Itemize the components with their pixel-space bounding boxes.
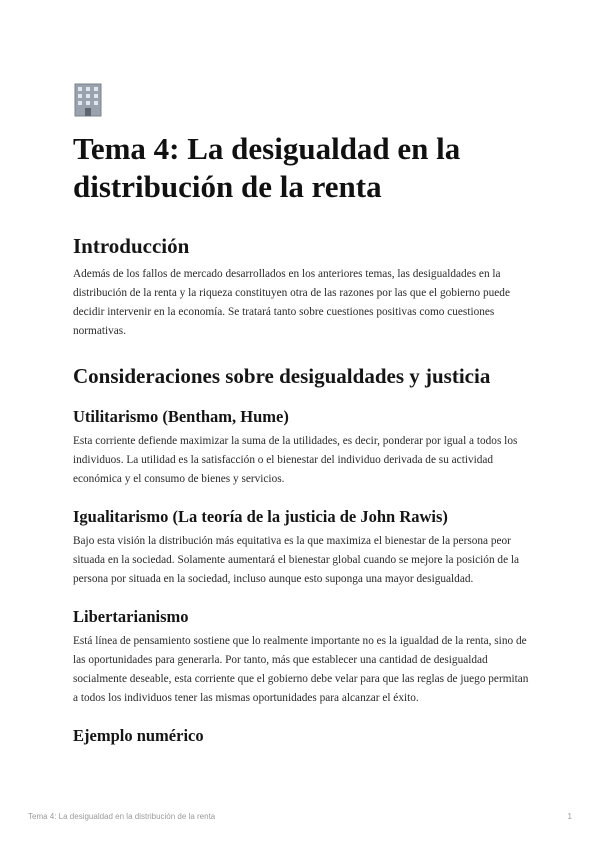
utilitarianism-paragraph: Esta corriente defiende maximizar la suma de la utilidades, es decir, ponderar por igual a todos los individuos. La utilidad es la satisfacción o el bienestar del individuo derivada de su actividad económica y el consumo de bienes y servicios. bbox=[73, 435, 518, 485]
subsection-heading-numeric-example: Ejemplo numérico bbox=[73, 726, 204, 745]
section-heading-considerations: Consideraciones sobre desigualdades y justicia bbox=[73, 364, 491, 388]
libertarianism-paragraph: Está línea de pensamiento sostiene que lo realmente importante no es la igualdad de la renta, sino de las oportunidades para generarla. Por tanto, más que establecer una cantidad de desigualdad socialmente deseable, esta corriente que el gobierno debe velar para que las reglas de juego permitan a todos los individuos tener las mismas oportunidades para alcanzar el éxito. bbox=[73, 635, 529, 704]
page-title: Tema 4: La desigualdad en la distribución de la renta bbox=[73, 131, 461, 204]
section-heading-introduction: Introducción bbox=[73, 234, 190, 258]
subsection-heading-egalitarianism: Igualitarismo (La teoría de la justicia de John Rawis) bbox=[73, 507, 448, 526]
subsection-heading-utilitarianism: Utilitarismo (Bentham, Hume) bbox=[73, 407, 289, 426]
office-building-icon bbox=[73, 82, 103, 118]
footer-title: Tema 4: La desigualdad en la distribución de la renta bbox=[28, 812, 216, 821]
egalitarianism-paragraph: Bajo esta visión la distribución más equitativa es la que maximiza el bienestar de la persona peor situada en la sociedad. Solamente aumentará el bienestar global cuando se mejore la posición de la persona por situada en la sociedad, incluso aunque esto suponga una mayor desigualdad. bbox=[73, 535, 520, 585]
introduction-paragraph: Además de los fallos de mercado desarrollados en los anteriores temas, las desigualdades en la distribución de la renta y la riqueza constituyen otra de las razones por las que el gobierno puede decidir intervenir en la economía. Se tratará tanto sobre cuestiones positivas como cuestiones normativas. bbox=[73, 268, 510, 337]
subsection-heading-libertarianism: Libertarianismo bbox=[73, 607, 189, 626]
footer-page-number: 1 bbox=[567, 812, 572, 821]
document-page bbox=[73, 82, 535, 747]
page-footer bbox=[28, 812, 572, 821]
